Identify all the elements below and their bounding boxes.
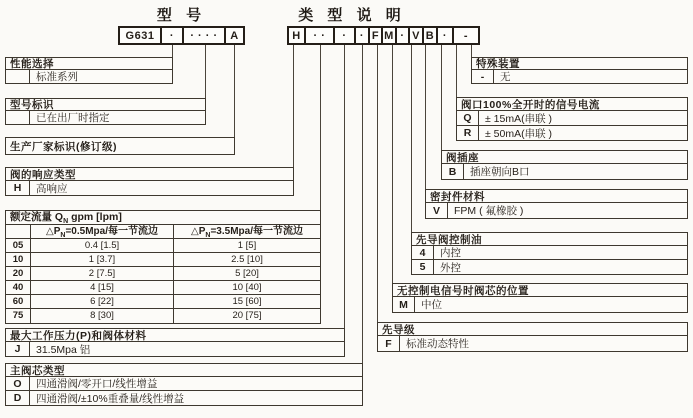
type-code-cell: ·: [335, 28, 356, 43]
section-pilot-control-oil: [411, 232, 688, 275]
flow-table-row: 75 8 [30] 20 [75]: [6, 309, 320, 323]
option-label: ± 50mA(串联 ): [485, 127, 553, 140]
code-cell: F: [378, 336, 400, 351]
section-title: 型号标识: [6, 99, 205, 111]
option-label: 高响应: [36, 182, 68, 195]
code-cell: H: [6, 181, 30, 195]
type-code-cell: · ·: [306, 28, 335, 43]
type-code-cell: ·: [438, 28, 454, 43]
model-code-box: [118, 26, 245, 45]
section-spool-type: [5, 363, 363, 406]
connector-special: [471, 45, 472, 57]
section-special-device: [471, 57, 688, 84]
connector-pilot-stage: [377, 45, 378, 322]
type-code-box: [287, 26, 480, 45]
code-cell: M: [393, 297, 415, 312]
connector-performance: [172, 45, 173, 57]
section-manufacturer: [5, 137, 235, 155]
section-title: 生产厂家标识(修订级): [10, 140, 117, 153]
type-code-cell: -: [463, 29, 469, 42]
option-label: 内控: [440, 247, 461, 259]
option-label: 插座朝向B口: [470, 166, 530, 178]
connector-seal: [425, 45, 426, 189]
code-cell: -: [472, 70, 494, 83]
section-performance: [5, 57, 173, 84]
flow-col2-header: $\triangle P_N=3.5Mpa/$每一节流边: [191, 226, 303, 239]
type-code-cell: V: [410, 28, 424, 43]
connector-no-signal-pos: [392, 45, 393, 283]
type-code-cell: M: [383, 28, 397, 43]
flow-table-row: 10 1 [3.7] 2.5 [10]: [6, 253, 320, 267]
model-code-cell: G631: [120, 28, 162, 43]
code-cell: J: [6, 342, 30, 356]
section-max-pressure: [5, 328, 345, 357]
type-column-title: 类 型 说 明: [298, 7, 406, 24]
connector-spool: [362, 45, 363, 363]
code-cell: [6, 111, 30, 124]
option-label: 四通滑阀/零开口/线性增益: [36, 378, 158, 390]
code-cell: O: [6, 377, 30, 390]
flow-table-row: 60 6 [22] 15 [60]: [6, 295, 320, 309]
model-code-cell: ·: [162, 28, 184, 43]
type-code-cell: ·: [356, 28, 370, 43]
section-model-id: [5, 98, 206, 125]
code-cell: V: [426, 203, 448, 218]
option-label: FPM ( 氟橡胶 ): [454, 205, 524, 217]
model-code-cell: A: [230, 29, 239, 42]
flow-table-title: 额定流量 $Q_N$ gpm [lpm]: [6, 211, 320, 225]
section-rated-flow-table: [5, 210, 321, 324]
section-title: 阀口100%全开时的信号电流: [457, 98, 687, 111]
section-seal-material: [425, 189, 688, 219]
section-title: 阀插座: [442, 151, 687, 164]
section-title: 无控制电信号时阀芯的位置: [393, 284, 687, 297]
flow-table-row: 05 0.4 [1.5] 1 [5]: [6, 239, 320, 253]
code-cell: Q: [457, 111, 479, 125]
flow-table-row: 40 4 [15] 10 [40]: [6, 281, 320, 295]
option-label: 外控: [440, 261, 461, 274]
section-title: 性能选择: [6, 58, 172, 70]
section-valve-socket: [441, 150, 688, 180]
connector-signal-current: [456, 45, 457, 97]
connector-pressure: [344, 45, 345, 328]
type-code-cell: F: [370, 28, 383, 43]
connector-socket: [441, 45, 442, 150]
option-label: 四通滑阀/±10%重叠量/线性增益: [36, 392, 185, 405]
flow-table-row: 20 2 [7.5] 5 [20]: [6, 267, 320, 281]
section-title: 阀的响应类型: [6, 168, 293, 181]
connector-model-id: [205, 45, 206, 98]
type-code-cell: ·: [397, 28, 410, 43]
option-label: ± 15mA(串联 ): [485, 112, 553, 125]
section-signal-current: [456, 97, 688, 141]
model-column-title: 型 号: [156, 7, 207, 24]
section-title: 先导级: [378, 323, 687, 336]
connector-response: [293, 45, 294, 167]
section-title: 主阀芯类型: [6, 364, 362, 377]
flow-code-header: [6, 225, 31, 238]
flow-col1-header: $\triangle P_N=0.5Mpa/$每一节流边: [31, 225, 174, 238]
code-cell: [6, 70, 30, 83]
connector-manufacturer: [234, 45, 235, 137]
connector-flow: [320, 45, 321, 210]
connector-pilot-oil: [411, 45, 412, 232]
option-label: 中位: [421, 299, 442, 311]
model-code-cell: · · · ·: [184, 28, 226, 43]
section-title: 最大工作压力(P)和阀体材料: [6, 329, 344, 342]
flow-table-header-row: [6, 225, 320, 239]
section-title: 先导阀控制油: [412, 233, 687, 246]
section-title: 特殊装置: [472, 58, 687, 70]
code-cell: B: [442, 164, 464, 179]
section-pilot-stage: [377, 322, 688, 352]
code-cell: D: [6, 391, 30, 405]
code-cell: 4: [412, 246, 434, 259]
section-valve-response: [5, 167, 294, 196]
type-code-cell: B: [424, 28, 438, 43]
section-no-signal-spool-position: [392, 283, 688, 313]
section-title: 密封件材料: [426, 190, 687, 203]
option-label: 无: [500, 71, 511, 83]
option-label: 已在出厂时指定: [36, 112, 110, 124]
option-label: 标准系列: [36, 71, 78, 83]
option-label: 标准动态特性: [406, 338, 469, 350]
code-cell: 5: [412, 260, 434, 274]
option-label: 31.5Mpa 铝: [36, 343, 91, 356]
type-code-cell: H: [289, 28, 306, 43]
code-cell: R: [457, 126, 479, 140]
